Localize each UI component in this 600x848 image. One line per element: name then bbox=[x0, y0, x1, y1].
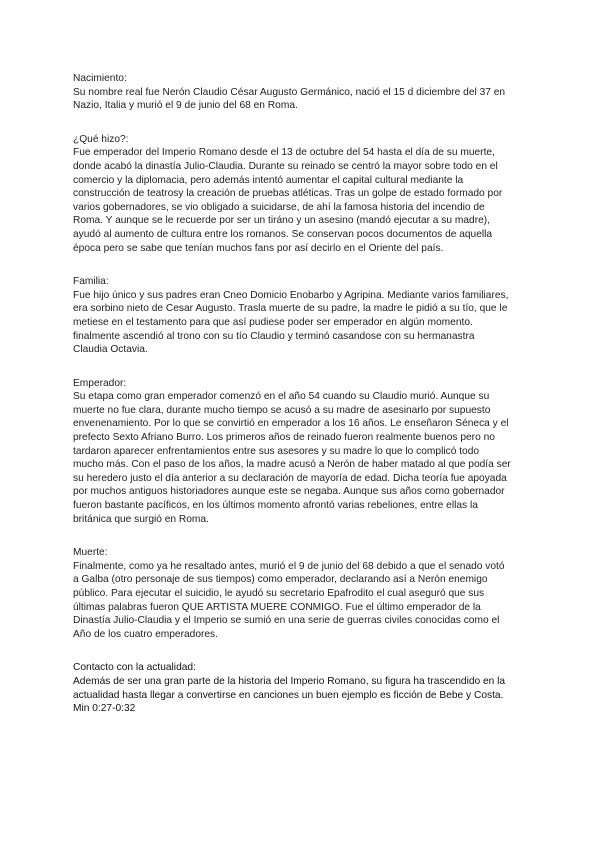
text-line: Su nombre real fue Nerón Claudio César Augusto Germánico, nació el 15 d diciembre del 37 en bbox=[73, 86, 506, 98]
text-line: prefecto Sexto Afriano Burro. Los primeros años de reinado fueron realmente buenos pero no bbox=[73, 432, 495, 444]
text-line: británica que surgió en Roma. bbox=[73, 513, 209, 525]
text-line: por muchos antiguos historiadores aunque este se negaba. Aunque sus años como gobernador bbox=[73, 486, 505, 498]
text-line: últimas palabras fueron QUE ARTISTA MUERE CONMIGO. Fue el último emperador de la bbox=[73, 601, 481, 613]
text-line: actualidad hasta llegar a convertirse en canciones un buen ejemplo es ficción de Bebe y Costa. bbox=[73, 689, 504, 701]
text-line: público. Para ejecutar el suicidio, le ayudó su secretario Epafrodito el cual aseguró que sus bbox=[73, 588, 485, 599]
text-line: a Galba (otro personaje de sus tiempos) como emperador, declarando así a Nerón enemigo bbox=[73, 574, 488, 586]
text-line: era sorbino nieto de Cesar Augusto. Trasla muerte de su padre, la madre le pidió a su tío, que le bbox=[73, 303, 508, 315]
text-line: su heredero justo el día anterior a su declaración de mayoría de edad. Dicha teoría fue apoyada bbox=[73, 472, 507, 484]
text-line: varios gobernadores, se vio obligado a suicidarse, de ahí la famosa historia del incendio de bbox=[73, 201, 485, 213]
text-line: construcción de teatrosy la creación de pruebas atléticas. Tras un golpe de estado formado por bbox=[73, 188, 503, 200]
text-line: comercio y la diplomacia, pero además intentó aumentar el capital cultural mediante la bbox=[73, 174, 464, 186]
text-line: Finalmente, como ya he resaltado antes, murió el 9 de junio del 68 debido a que el senado votó bbox=[73, 560, 505, 572]
section-nacimiento bbox=[73, 72, 533, 113]
text-line: donde acabó la dinastía Julio-Claudia. Durante su reinado se centró la mayor sobre todo en el bbox=[73, 160, 498, 172]
text-line: época pero se sabe que tenían muchos fans por así decirlo en el Oriente del país. bbox=[73, 242, 444, 254]
text-line: tardaron aparecer enfrentamientos entre sus asesores y su madre lo que lo complicó todo bbox=[73, 445, 480, 457]
text-line: muerte no fue clara, durante mucho tiempo se acusó a su madre de asesinarlo por supuesto bbox=[73, 404, 491, 416]
text-line: mucho más. Con el paso de los años, la madre acusó a Nerón de haber matado al que podía ser bbox=[73, 459, 511, 471]
text-line: fueron bastante pacíficos, en los últimos momento afrontó varias rebeliones, entre ellas la bbox=[73, 500, 478, 512]
text-line: metiese en el testamento para que así pudiese poder ser emperador en algún momento. bbox=[73, 316, 473, 328]
text-line: ayudó al aumento de cultura entre los romanos. Se conservan pocos documentos de aquella bbox=[73, 228, 493, 240]
text-line: envenenamiento. Por lo que se convirtió en emperador a los 16 años. Le enseñaron Séneca y el bbox=[73, 418, 509, 430]
text-line: Fue hijo único y sus padres eran Cneo Domicio Enobarbo y Agripina. Mediante varios familiares, bbox=[73, 289, 509, 301]
text-line: Año de los cuatro emperadores. bbox=[73, 628, 218, 640]
text-line: Min 0:27-0:32 bbox=[73, 703, 136, 715]
section-emperador bbox=[73, 377, 533, 527]
section-heading: Contacto con la actualidad: bbox=[73, 662, 196, 674]
text-line: finalmente ascendió al trono con su tío Claudio y terminó casandose con su hermanastra bbox=[73, 330, 475, 342]
text-line: Fue emperador del Imperio Romano desde el 13 de octubre del 54 hasta el día de su muerte, bbox=[73, 147, 495, 159]
section-que-hizo bbox=[73, 133, 533, 255]
section-muerte bbox=[73, 546, 533, 641]
document-page bbox=[73, 72, 533, 736]
text-line: Dinastía Julio-Claudia y el Imperio se sumió en una serie de guerras civiles conocidas como el bbox=[73, 615, 500, 627]
text-line: Su etapa como gran emperador comenzó en el año 54 cuando su Claudio murió. Aunque su bbox=[73, 391, 490, 403]
section-heading: Nacimiento: bbox=[73, 73, 127, 84]
text-line: Nazio, Italia y murió el 9 de junio del 68 en Roma. bbox=[73, 100, 298, 112]
text-line: Además de ser una gran parte de la historia del Imperio Romano, su figura ha trascendido en la bbox=[73, 675, 506, 687]
section-familia bbox=[73, 275, 533, 357]
text-line: Roma. Y aunque se le recuerde por ser un tiráno y un asesino (mandó ejecutar a su madre), bbox=[73, 215, 490, 227]
section-heading: Emperador: bbox=[73, 377, 127, 389]
section-heading: Muerte: bbox=[73, 547, 108, 559]
text-line: Claudia Octavia. bbox=[73, 344, 148, 356]
section-heading: ¿Qué hizo?: bbox=[73, 133, 129, 145]
section-heading: Familia: bbox=[73, 276, 109, 288]
section-contacto-actualidad bbox=[73, 661, 533, 715]
